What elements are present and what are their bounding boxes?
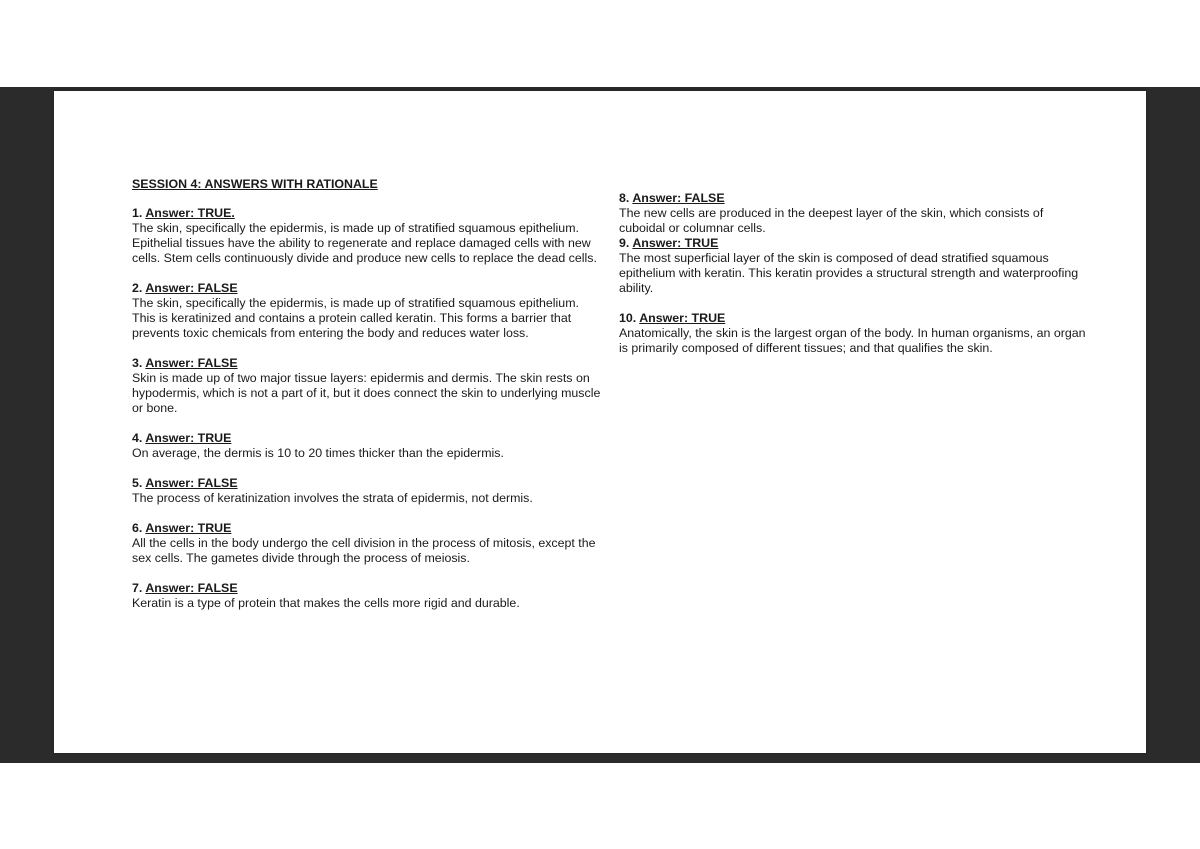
- answer-rationale: The new cells are produced in the deepest layer of the skin, which consists of cuboidal or columnar cells.: [619, 206, 1044, 235]
- answer-item-6: [132, 521, 602, 566]
- answer-item-1: [132, 206, 602, 266]
- answer-item-4: [132, 431, 602, 461]
- answer-item-5: [132, 476, 602, 506]
- answer-rationale: Keratin is a type of protein that makes the cells more rigid and durable.: [132, 596, 520, 610]
- answer-item-3: [132, 356, 602, 416]
- answer-number: 6.: [132, 521, 143, 535]
- answer-rationale: All the cells in the body undergo the cell division in the process of mitosis, except the sex cells. The gametes divide through the process of meiosis.: [132, 536, 596, 565]
- right-column: [619, 191, 1089, 371]
- answer-label: Answer: TRUE: [145, 521, 232, 535]
- answer-rationale: Anatomically, the skin is the largest organ of the body. In human organisms, an organ is primarily composed of different tissues; and that qualifies the skin.: [619, 326, 1086, 355]
- answer-rationale: The skin, specifically the epidermis, is made up of stratified squamous epithelium. Epithelial tissues have the ability to regenerate and replace damaged cells with new cells. Stem cells continuously divide and produce new cells to replace the dead cells.: [132, 221, 597, 265]
- answer-item-8: [619, 191, 1089, 236]
- answer-label: Answer: TRUE.: [145, 206, 235, 220]
- answer-item-9: [619, 236, 1089, 296]
- page-title: SESSION 4: ANSWERS WITH RATIONALE: [132, 177, 378, 191]
- answer-label: Answer: TRUE: [632, 236, 719, 250]
- answer-number: 5.: [132, 476, 143, 490]
- left-column: [132, 177, 602, 626]
- answer-rationale: On average, the dermis is 10 to 20 times thicker than the epidermis.: [132, 446, 504, 460]
- answer-number: 1.: [132, 206, 143, 220]
- answer-label: Answer: FALSE: [632, 191, 725, 205]
- answer-label: Answer: FALSE: [145, 281, 238, 295]
- answer-item-7: [132, 581, 602, 611]
- answer-item-10: [619, 311, 1089, 356]
- answer-rationale: The skin, specifically the epidermis, is made up of stratified squamous epithelium. This is keratinized and contains a protein called keratin. This forms a barrier that prevents toxic chemicals from entering the body and reduces water loss.: [132, 296, 579, 340]
- document-page: [54, 91, 1146, 753]
- answer-rationale: The process of keratinization involves the strata of epidermis, not dermis.: [132, 491, 533, 505]
- answer-number: 8.: [619, 191, 630, 205]
- answer-label: Answer: FALSE: [145, 476, 238, 490]
- answer-rationale: The most superficial layer of the skin is composed of dead stratified squamous epithelium with keratin. This keratin provides a structural strength and waterproofing ability.: [619, 251, 1079, 295]
- answer-number: 4.: [132, 431, 143, 445]
- answer-label: Answer: TRUE: [145, 431, 232, 445]
- answer-number: 9.: [619, 236, 630, 250]
- answer-number: 3.: [132, 356, 143, 370]
- answer-rationale: Skin is made up of two major tissue layers: epidermis and dermis. The skin rests on hypodermis, which is not a part of it, but it does connect the skin to underlying muscle or bone.: [132, 371, 601, 415]
- answer-label: Answer: FALSE: [145, 356, 238, 370]
- answer-label: Answer: FALSE: [145, 581, 238, 595]
- answer-number: 7.: [132, 581, 143, 595]
- answer-number: 2.: [132, 281, 143, 295]
- answer-item-2: [132, 281, 602, 341]
- answer-number: 10.: [619, 311, 637, 325]
- answer-label: Answer: TRUE: [639, 311, 726, 325]
